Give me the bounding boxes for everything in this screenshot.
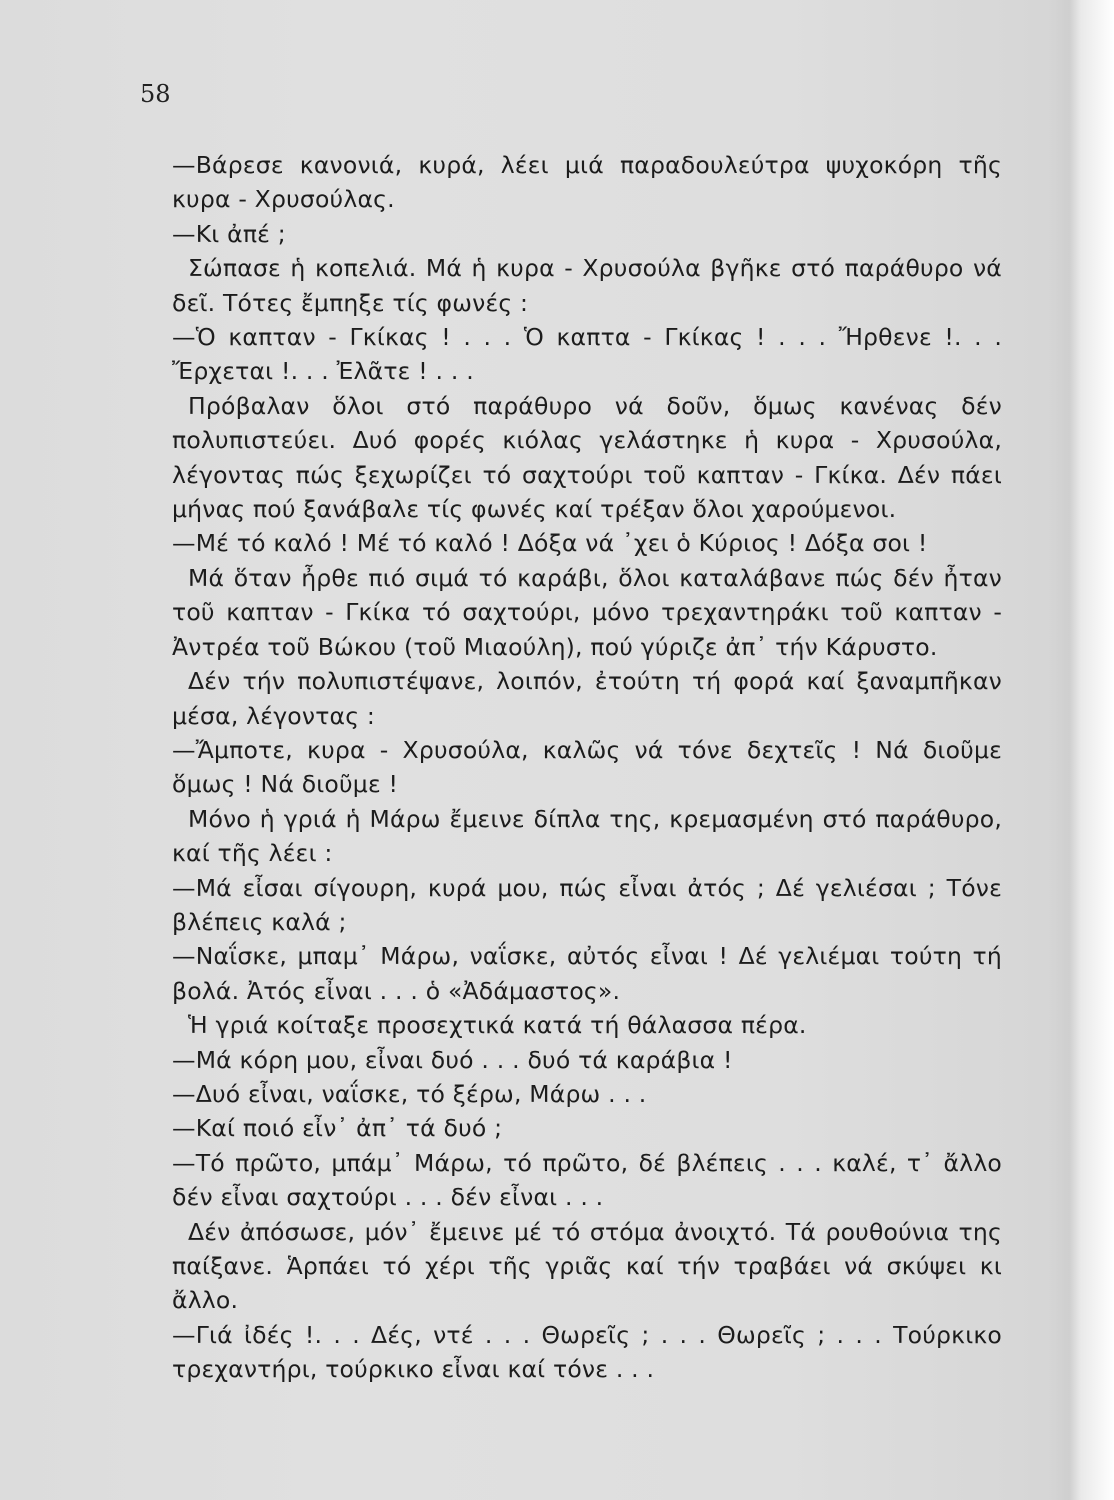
dialogue-paragraph: —Κι ἀπέ ; — [172, 219, 286, 248]
dialogue-paragraph: —Βάρεσε κανονιά, κυρά, λέει μιά παραδουλεύτρα ψυχοκόρη τῆς κυρα - Χρυσούλας. — [172, 151, 1002, 214]
dialogue-paragraph: —Μά εἶσαι σίγουρη, κυρά μου, πώς εἶναι ἀτός ; Δέ γελιέσαι ; Τόνε βλέπεις καλά ; — [172, 873, 1002, 936]
narrative-paragraph: Σώπασε ἡ κοπελιά. Μά ἡ κυρα - Χρυσούλα βγῆκε στό παράθυρο νά δεῖ. Τότες ἔμπηξε τίς φωνές : — [172, 254, 1002, 317]
page-number: 58 — [140, 80, 171, 108]
dialogue-paragraph: —Μά κόρη μου, εἶναι δυό . . . δυό τά καράβια ! — [172, 1045, 733, 1074]
narrative-paragraph: Ἡ γριά κοίταξε προσεχτικά κατά τή θάλασσα πέρα. — [188, 1011, 807, 1040]
dialogue-paragraph: —Μέ τό καλό ! Μέ τό καλό ! Δόξα νά ᾽χει ὁ Κύριος ! Δόξα σοι ! — [172, 529, 928, 558]
narrative-paragraph: Πρόβαλαν ὅλοι στό παράθυρο νά δοῦν, ὅμως κανένας δέν πολυπιστεύει. Δυό φορές κιόλας γελάστηκε ἡ κυρα - Χρυσούλα, λέγοντας πώς ξεχωρίζει τό σαχτούρι τοῦ καπταν - Γκίκα. Δέν πάει μήνας πού ξανάβαλε τίς φωνές καί τρέξαν ὅλοι χαρούμενοι. — [172, 391, 1002, 524]
body-text — [172, 148, 1002, 1387]
dialogue-paragraph: —Ὁ καπταν - Γκίκας ! . . . Ὁ καπτα - Γκίκας ! . . . Ἤρθενε !. . . Ἔρχεται !. . . Ἐλᾶτε ! . . . — [172, 323, 1002, 386]
dialogue-paragraph: —Καί ποιό εἶν᾽ ἀπ᾽ τά δυό ; — [172, 1114, 503, 1143]
dialogue-paragraph: —Τό πρῶτο, μπάμ᾽ Μάρω, τό πρῶτο, δέ βλέπεις . . . καλέ, τ᾽ ἄλλο δέν εἶναι σαχτούρι . . . δέν εἶναι . . . — [172, 1148, 1002, 1212]
dialogue-paragraph: —Ναΐσκε, μπαμ᾽ Μάρω, ναΐσκε, αὐτός εἶναι ! Δέ γελιέμαι τούτη τή βολά. Ἀτός εἶναι . . . ὁ «Ἀδάμαστος». — [172, 942, 1002, 1005]
narrative-paragraph: Δέν τήν πολυπιστέψανε, λοιπόν, ἐτούτη τή φορά καί ξαναμπῆκαν μέσα, λέγοντας : — [172, 667, 1002, 730]
dialogue-paragraph: —Ἄμποτε, κυρα - Χρυσούλα, καλῶς νά τόνε δεχτεῖς ! Νά διοῦμε ὅμως ! Νά διοῦμε ! — [172, 735, 1002, 799]
narrative-paragraph: Μόνο ἡ γριά ἡ Μάρω ἔμεινε δίπλα της, κρεμασμένη στό παράθυρο, καί τῆς λέει : — [172, 804, 1002, 868]
narrative-paragraph: Μά ὅταν ἦρθε πιό σιμά τό καράβι, ὅλοι καταλάβανε πώς δέν ἦταν τοῦ καπταν - Γκίκα τό σαχτούρι, μόνο τρεχαντηράκι τοῦ καπταν - Ἀντρέα τοῦ Βώκου (τοῦ Μιαούλη), πού γύριζε ἀπ᾽ τήν Κάρυστο. — [172, 563, 1002, 661]
narrative-paragraph: Δέν ἀπόσωσε, μόν᾽ ἔμεινε μέ τό στόμα ἀνοιχτό. Τά ρουθούνια της παίξανε. Ἁρπάει τό χέρι τῆς γριᾶς καί τήν τραβάει νά σκύψει κι ἄλλο. — [172, 1217, 1002, 1315]
dialogue-paragraph: —Δυό εἶναι, ναΐσκε, τό ξέρω, Μάρω . . . — [172, 1079, 647, 1108]
dialogue-paragraph: —Γιά ἰδές !. . . Δές, ντέ . . . Θωρεῖς ; . . . Θωρεῖς ; . . . Τούρκικο τρεχαντήρι, τούρκικο εἶναι καί τόνε . . . — [172, 1320, 1002, 1384]
